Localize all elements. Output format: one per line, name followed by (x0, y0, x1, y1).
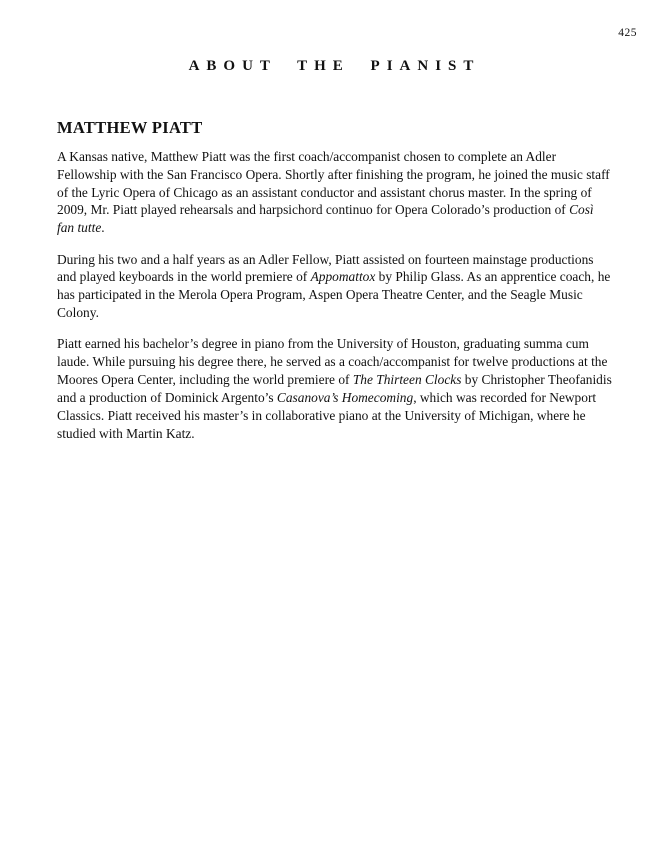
biography-text (57, 148, 612, 442)
text-run: During his two and a half years as an Adler Fellow, Piatt assisted on fourteen mainstage productions and played keyboards in the world premiere of (57, 251, 594, 285)
text-run: by Philip Glass. As an apprentice coach, he has participated in the Merola Opera Program, Aspen Opera Theatre Center, and the Seagle Music Colony. (57, 269, 611, 321)
text-run: by Christopher Theofanidis and a production of Dominick Argento’s (57, 372, 612, 405)
italic-title-text: Appomattox (310, 269, 376, 285)
italic-title-text: The Thirteen Clocks (352, 372, 462, 388)
italic-title-text: Casanova’s Homecoming (276, 389, 414, 405)
page-title: ABOUT THE PIANIST (188, 58, 481, 74)
text-run: A Kansas native, Matthew Piatt was the first coach/accompanist chosen to complete an Adler Fellowship with the San Francisco Opera. Shortly after finishing the program, he joined the music staff of the Lyric Opera of Chicago as an assistant conductor and assistant chorus master. In the spring of 2009, Mr. Piatt played rehearsals and harpsichord continuo for Opera Colorado’s production of (57, 149, 610, 218)
text-run: . (101, 220, 105, 236)
paragraph (57, 251, 612, 322)
paragraph (57, 335, 612, 442)
paragraph (57, 148, 612, 237)
page-number: 425 (618, 27, 637, 39)
text-run: , which was recorded for Newport Classics. Piatt received his master’s in collaborative piano at the University of Michigan, where he studied with Martin Katz. (57, 389, 597, 441)
text-run: Piatt earned his bachelor’s degree in piano from the University of Houston, graduating summa cum laude. While pursuing his degree there, he served as a coach/accompanist for twelve productions at the Moores Opera Center, including the world premiere of (57, 336, 608, 388)
pianist-name-heading: MATTHEW PIATT (57, 118, 203, 137)
italic-title-text: Così fan tutte (57, 202, 594, 236)
